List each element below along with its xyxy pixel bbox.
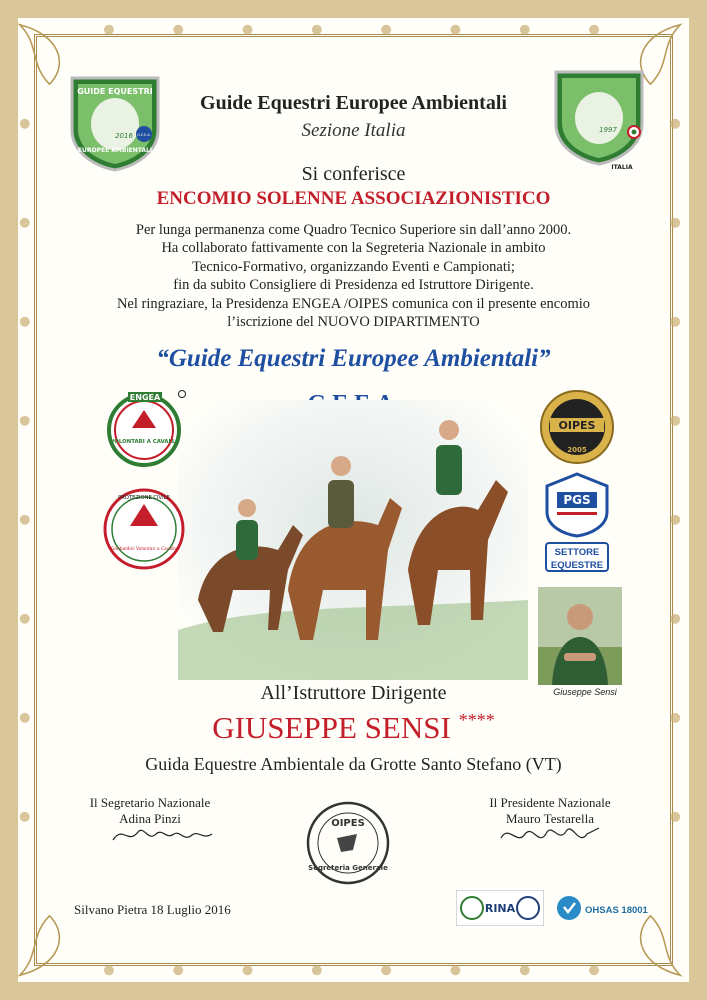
settore-equestre-badge: SETTORE EQUESTRE <box>545 542 609 572</box>
department-name: “Guide Equestri Europee Ambientali” <box>156 345 551 372</box>
ohsas-label: OHSAS 18001 <box>585 905 648 916</box>
svg-text:Garibaldini Volontari a Cavall: Garibaldini Volontari a Cavallo <box>110 547 178 552</box>
recipient-name-line <box>0 710 707 746</box>
pgs-logo <box>543 472 611 538</box>
recipient-role: All’Istruttore Dirigente <box>260 682 447 704</box>
svg-text:PROTEZIONE CIVILE: PROTEZIONE CIVILE <box>118 495 170 501</box>
svg-text:RINA: RINA <box>484 902 516 915</box>
protezione-civile-logo <box>100 486 188 572</box>
svg-text:2005: 2005 <box>567 446 587 454</box>
oipes-stamp <box>305 800 391 886</box>
citation-line: fin da subito Consigliere di Presidenza ed Istruttore Dirigente. <box>173 277 534 294</box>
recipient-description: Guida Equestre Ambientale da Grotte Santo Stefano (VT) <box>145 754 562 774</box>
award-title: ENCOMIO SOLENNE ASSOCIAZIONISTICO <box>156 188 551 209</box>
svg-text:GUIDE EQUESTRI: GUIDE EQUESTRI <box>77 87 153 96</box>
recipient-stars: **** <box>458 710 495 730</box>
svg-text:G.E.E.A.: G.E.E.A. <box>137 133 151 137</box>
svg-text:ENGEA: ENGEA <box>129 393 161 402</box>
svg-text:OIPES: OIPES <box>331 818 365 829</box>
citation-line: Per lunga permanenza come Quadro Tecnico Superiore sin dall’anno 2000. <box>135 222 572 238</box>
right-signatory-name: Mauro Testarella <box>505 811 594 826</box>
svg-text:2016: 2016 <box>115 132 133 140</box>
rina-certification-logo <box>456 890 544 926</box>
award-intro: Si conferisce <box>301 163 406 185</box>
ohsas-shield-icon <box>556 893 582 923</box>
horse-riders-photo <box>178 400 528 680</box>
left-signatory-name: Adina Pinzi <box>119 811 181 826</box>
right-signatory-title: Il Presidente Nazionale <box>489 795 611 810</box>
citation-text <box>0 221 707 331</box>
place-date: Silvano Pietra 18 Luglio 2016 <box>74 902 231 917</box>
engea-logo <box>104 388 186 468</box>
svg-text:1997: 1997 <box>599 126 617 134</box>
left-signatory-title: Il Segretario Nazionale <box>89 795 211 810</box>
org-title: Guide Equestri Europee Ambientali <box>200 92 507 114</box>
right-signature <box>495 820 605 852</box>
portrait-photo <box>538 587 622 685</box>
svg-text:ITALIA: ITALIA <box>611 164 633 170</box>
recipient-name: GIUSEPPE SENSI <box>212 710 451 745</box>
italy-seal-logo <box>550 66 648 170</box>
citation-line: Nel ringraziare, la Presidenza ENGEA /OIPES comunica con il presente encomio <box>116 295 591 312</box>
citation-line: l’iscrizione del NUOVO DIPARTIMENTO <box>227 314 480 331</box>
svg-text:EUROPEE AMBIENTALI: EUROPEE AMBIENTALI <box>77 147 153 154</box>
portrait-caption: Giuseppe Sensi <box>553 687 617 697</box>
svg-text:VOLONTARI A CAVALLO: VOLONTARI A CAVALLO <box>110 439 180 445</box>
citation-line: Tecnico-Formativo, organizzando Eventi e Campionati; <box>192 258 515 275</box>
oipes-logo <box>538 388 616 466</box>
svg-text:PGS: PGS <box>563 493 591 507</box>
svg-text:Segreteria Generale: Segreteria Generale <box>308 864 388 872</box>
section-subtitle: Sezione Italia <box>301 120 406 141</box>
left-signature <box>108 820 218 850</box>
svg-text:OIPES: OIPES <box>558 419 596 432</box>
citation-line: Ha collaborato fattivamente con la Segreteria Nazionale in ambito <box>161 240 546 257</box>
